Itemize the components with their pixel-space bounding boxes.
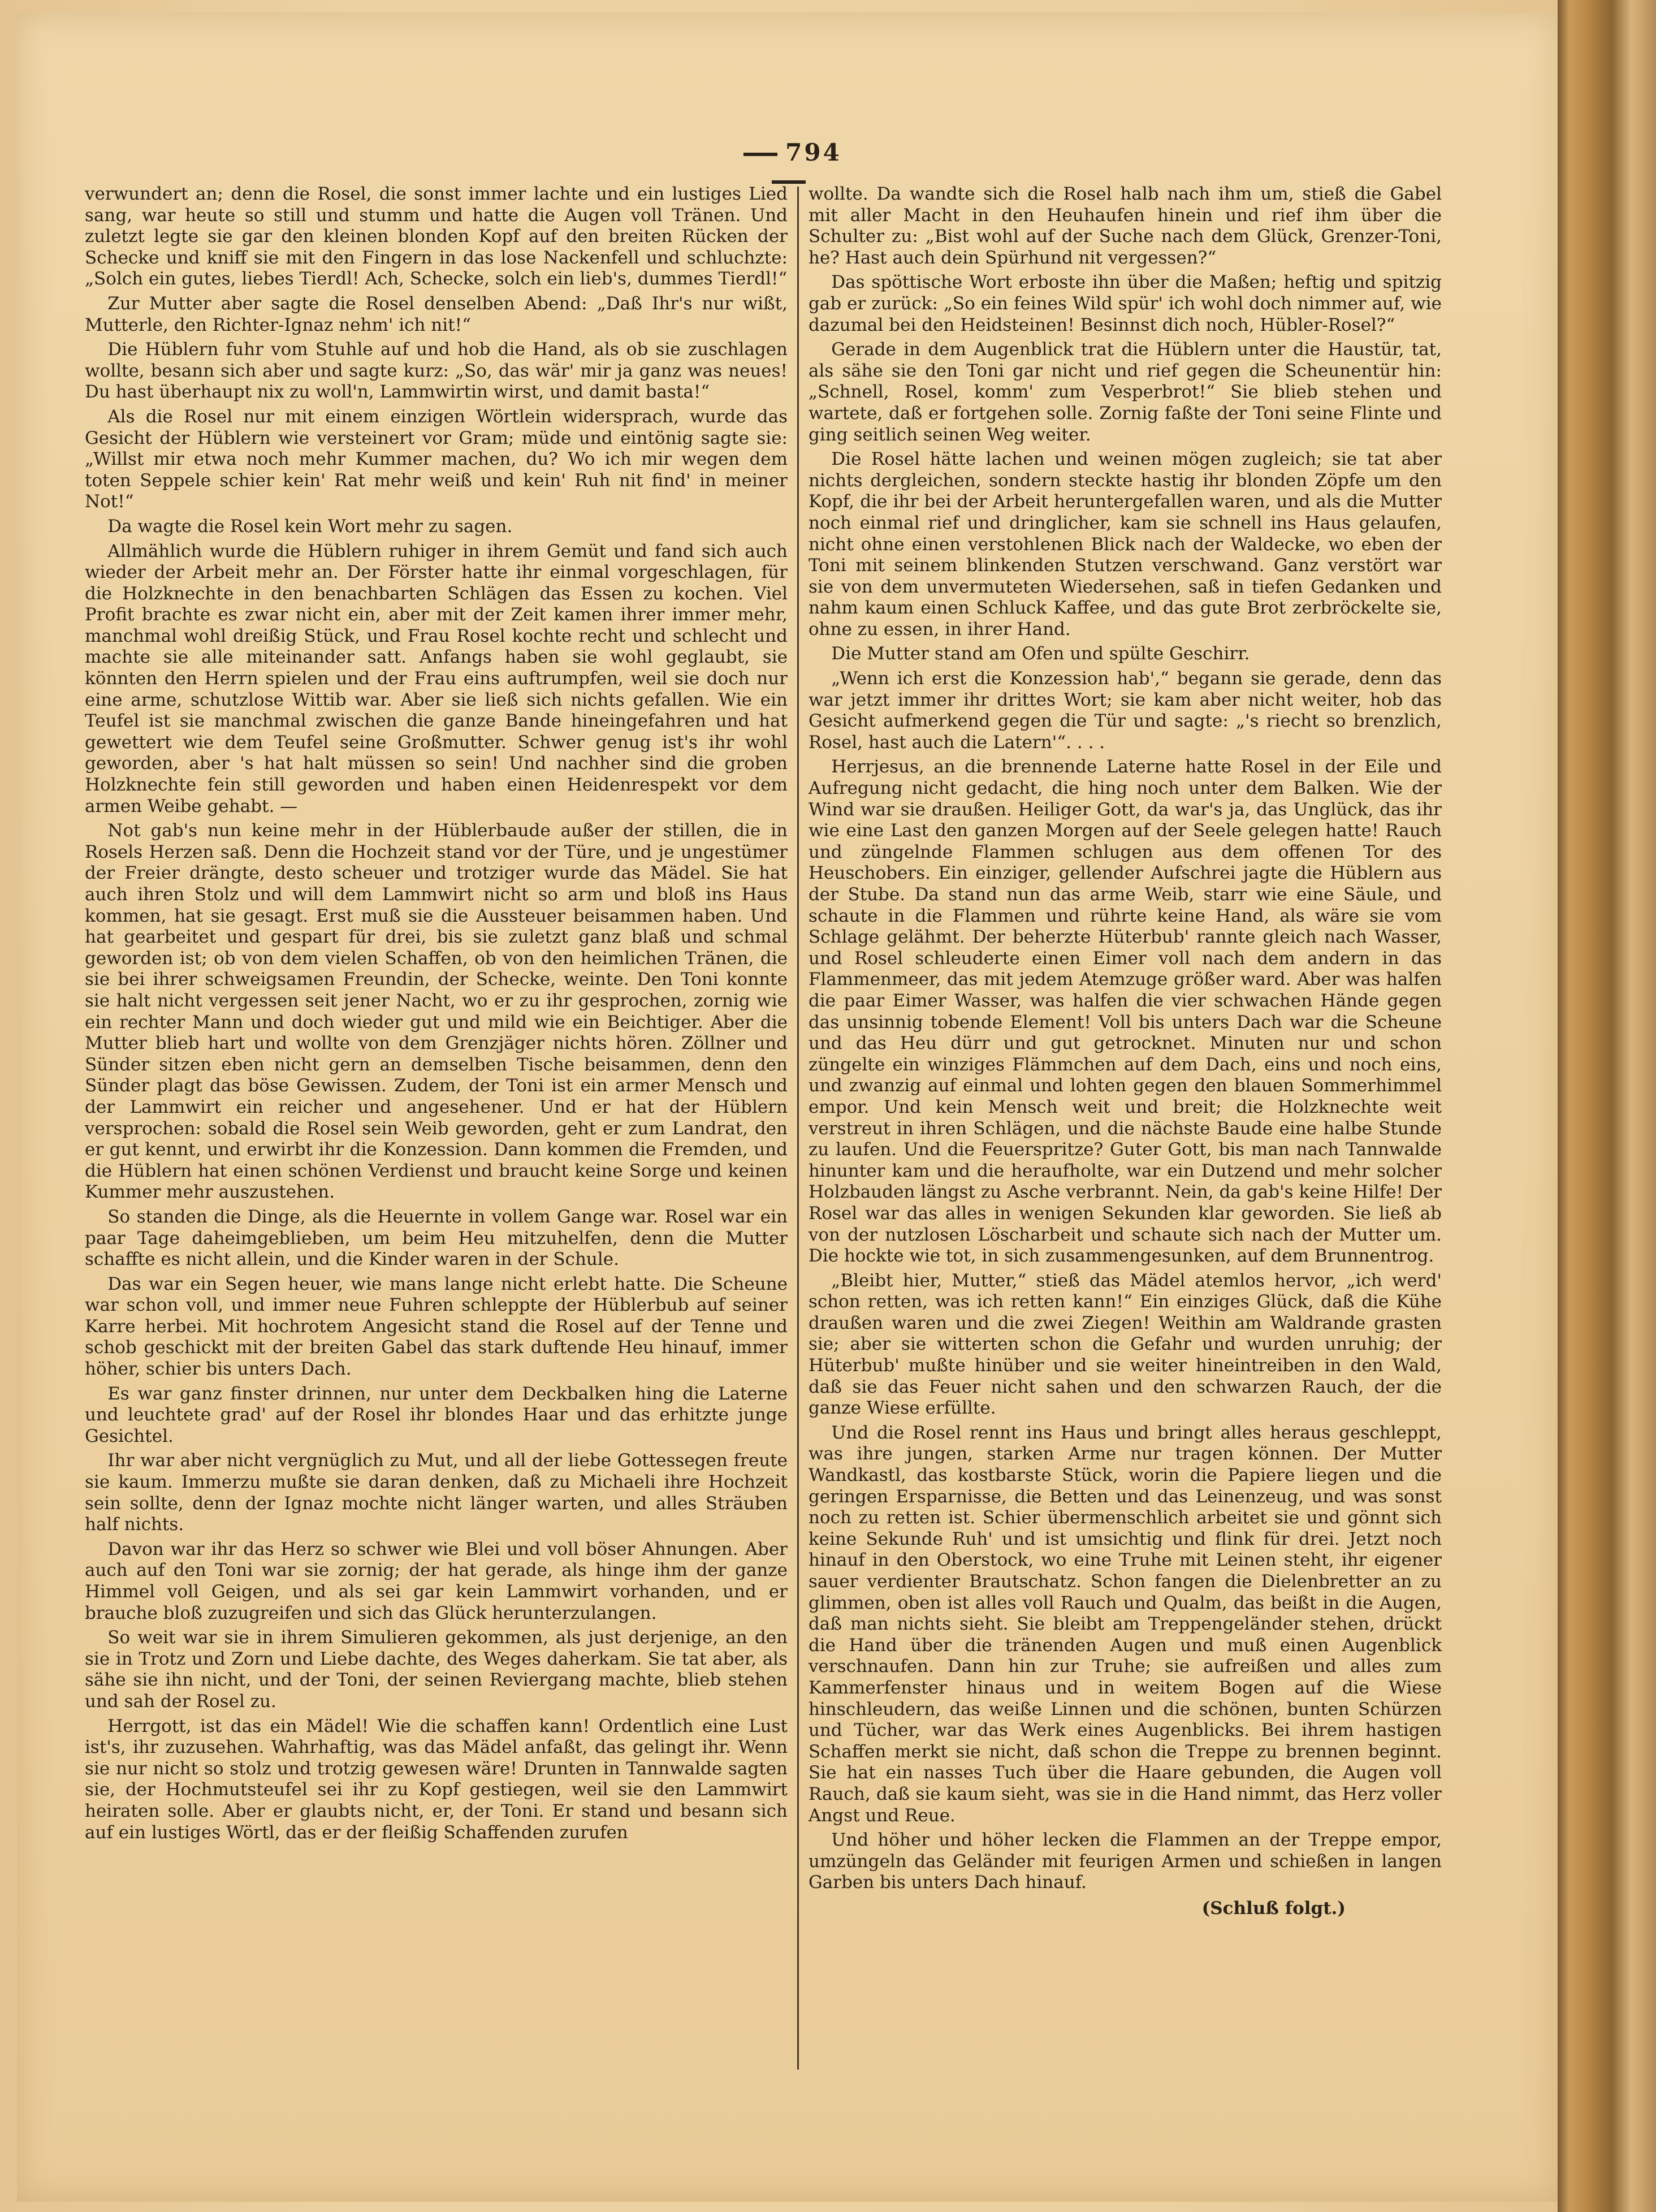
paragraph: „Wenn ich erst die Konzession hab',“ begann sie gerade, denn das war jetzt immer ihr drittes Wort; sie kam aber nicht weiter, hob das Gesicht aufmerkend gegen die Tür und sagte: „'s riecht so brenzlich, Rosel, hast auch die Latern'“. . . . — [808, 668, 1442, 753]
book-binding-edge — [1558, 0, 1656, 2212]
paragraph: Ihr war aber nicht vergnüglich zu Mut, und all der liebe Gottessegen freute sie kaum. Immerzu mußte sie daran denken, daß zu Michaeli ihre Hochzeit sein sollte, denn der Ignaz mochte nicht länger warten, und alles Sträuben half nichts. — [85, 1450, 788, 1535]
paragraph: Als die Rosel nur mit einem einzigen Wörtlein widersprach, wurde das Gesicht der Hüblern wie versteinert vor Gram; müde und eintönig sagte sie: „Willst mir etwa noch mehr Kummer machen, du? Wo ich mir wegen dem toten Seppele schier kein' Rat mehr weiß und kein' Ruh nit find' in meiner Not!“ — [85, 406, 788, 512]
left-column — [85, 184, 788, 1847]
paragraph: Da wagte die Rosel kein Wort mehr zu sagen. — [107, 516, 513, 537]
paragraph: Herrgott, ist das ein Mädel! Wie die schaffen kann! Ordentlich eine Lust ist's, ihr zuzusehen. Wahrhaftig, was das Mädel anfaßt, das gelingt ihr. Wenn sie nur nicht so stolz und trotzig gewesen wäre! Drunten in Tannwalde sagten sie, der Hochmutsteufel sei ihr zu Kopf gestiegen, weil sie den Lammwirt heiraten solle. Aber er glaubts nicht, er, der Toni. Er stand und besann sich auf ein lustiges Wörtl, das er der fleißig Schaffenden zurufen — [85, 1716, 788, 1843]
paragraph: Und höher und höher lecken die Flammen an der Treppe empor, umzüngeln das Geländer mit feurigen Armen und schießen in langen Garben bis unters Dach hinauf. — [808, 1830, 1442, 1893]
paragraph: „Bleibt hier, Mutter,“ stieß das Mädel atemlos hervor, „ich werd' schon retten, was ich retten kann!“ Ein einziges Glück, daß die Kühe draußen waren und die zwei Ziegen! Weithin am Waldrande grasten sie; aber sie witterten schon die Gefahr und wurden unruhig; der Hüterbub' mußte hinüber und sie weiter hineintreiben in den Wald, daß sie das Feuer nicht sahen und den schwarzen Rauch, der die ganze Wiese erfüllte. — [808, 1270, 1442, 1419]
paragraph: Das spöttische Wort erboste ihn über die Maßen; heftig und spitzig gab er zurück: „So ein feines Wild spür' ich wohl doch nimmer auf, wie dazumal bei den Heidsteinen! Besinnst dich noch, Hübler-Rosel?“ — [808, 272, 1442, 335]
paragraph: Davon war ihr das Herz so schwer wie Blei und voll böser Ahnungen. Aber auch auf den Toni war sie zornig; der hat gerade, als hinge ihm der ganze Himmel voll Geigen, und als sei gar kein Lammwirt vorhanden, und er brauche bloß zuzugreifen und sich das Glück herunterzulangen. — [85, 1539, 788, 1623]
paragraph: Und die Rosel rennt ins Haus und bringt alles heraus geschleppt, was ihre jungen, starken Arme nur tragen können. Der Mutter Wandkastl, das kostbarste Stück, worin die Papiere liegen und die geringen Ersparnisse, die Betten und das Leinenzeug, und was sonst noch zu retten ist. Schier übermenschlich arbeitet sie und gönnt sich keine Sekunde Ruh' und ist umsichtig und flink für drei. Jetzt noch hinauf in den Oberstock, wo eine Truhe mit Leinen steht, ihr eigener sauer verdienter Brautschatz. Schon fangen die Dielenbretter an zu glimmen, oben ist alles voll Rauch und Qualm, das beißt in die Augen, daß man nichts sieht. Sie bleibt am Treppengeländer stehen, drückt die Hand über die tränenden Augen und muß einen Augenblick verschnaufen. Dann hin zur Truhe; sie aufreißen und alles zum Kammerfenster hinaus und in weitem Bogen auf die Wiese hinschleudern, das weiße Linnen und die schönen, bunten Schürzen und Tücher, war das Werk eines Augenblicks. Bei ihrem hastigen Schaffen merkt sie nicht, daß schon die Treppe zu brennen beginnt. Sie hat ein nasses Tuch über die Haare gebunden, die Augen voll Rauch, daß sie kaum sieht, was sie in die Hand nimmt, das Herz voller Angst und Reue. — [808, 1422, 1442, 1826]
right-column — [808, 184, 1442, 1923]
page-number-text: 794 — [785, 139, 842, 166]
paragraph: So standen die Dinge, als die Heuernte in vollem Gange war. Rosel war ein paar Tage daheimgeblieben, um beim Heu mitzuhelfen, denn die Mutter schaffte es nicht allein, und die Kinder waren in der Schule. — [85, 1206, 788, 1270]
paragraph: Gerade in dem Augenblick trat die Hüblern unter die Haustür, tat, als sähe sie den Toni gar nicht und rief gegen die Scheunentür hin: „Schnell, Rosel, komm' zum Vesperbrot!“ Sie blieb stehen und wartete, daß er fortgehen solle. Zornig faßte der Toni seine Flinte und ging seitlich seinen Weg weiter. — [808, 339, 1442, 445]
paragraph: So weit war sie in ihrem Simulieren gekommen, als just derjenige, an den sie in Trotz und Zorn und Liebe dachte, des Weges daherkam. Sie tat aber, als sähe sie ihn nicht, und der Toni, der seinen Reviergang machte, blieb stehen und sah der Rosel zu. — [85, 1627, 788, 1712]
paragraph: wollte. Da wandte sich die Rosel halb nach ihm um, stieß die Gabel mit aller Macht in den Heuhaufen hinein und rief ihm über die Schulter zu: „Bist wohl auf der Suche nach dem Glück, Grenzer-Toni, he? Hast auch dein Spürhund nit vergessen?“ — [808, 184, 1442, 268]
paragraph: Allmählich wurde die Hüblern ruhiger in ihrem Gemüt und fand sich auch wieder der Arbeit mehr an. Der Förster hatte ihr einmal vorgeschlagen, für die Holzknechte in den benachbarten Schlägen das Essen zu kochen. Viel Profit brachte es zwar nicht ein, aber mit der Zeit kamen ihrer immer mehr, manchmal wohl dreißig Stück, und Frau Rosel kochte recht und schlecht und machte sie alle miteinander satt. Anfangs haben sie wohl geglaubt, sie könnten den Herrn spielen und der Frau eins auftrumpfen, weil sie doch nur eine arme, schutzlose Wittib war. Aber sie ließ sich nichts gefallen. Wie ein Teufel ist sie manchmal zwischen die ganze Bande hineingefahren und hat gewettert wie dem Teufel seine Großmutter. Schwer genug ist's ihr wohl geworden, aber 's hat halt müssen so sein! Und nachher sind die groben Holzknechte fein still geworden und haben einen Heidenrespekt vor dem armen Weibe gehabt. — — [85, 541, 788, 816]
paragraph: Herrjesus, an die brennende Laterne hatte Rosel in der Eile und Aufregung nicht gedacht, die hing noch unter dem Balken. Wie der Wind war sie draußen. Heiliger Gott, da war's ja, das Unglück, das ihr wie eine Last den ganzen Morgen auf der Seele gelegen hatte! Rauch und züngelnde Flammen schlugen aus dem offenen Tor des Heuschobers. Ein einziger, gellender Aufschrei jagte die Hüblern aus der Stube. Da stand nun das arme Weib, starr wie eine Säule, und schaute in die Flammen und rührte keine Hand, als wäre sie vom Schlage gelähmt. Der beherzte Hüterbub' rannte gleich nach Wasser, und Rosel schleuderte einen Eimer voll nach dem andern in das Flammenmeer, das mit jedem Atemzuge größer ward. Aber was halfen die paar Eimer Wasser, was halfen die vier schwachen Hände gegen das unsinnig tobende Element! Voll bis unters Dach war die Scheune und das Heu dürr und gut getrocknet. Minuten nur und schon züngelte ein winziges Flämmchen auf dem Dach, eins und noch eins, und zwanzig auf einmal und lohten gegen den blauen Sommerhimmel empor. Und kein Mensch weit und breit; die Holzknechte weit verstreut in ihren Schlägen, und die nächste Baude eine halbe Stunde zu laufen. Und die Feuerspritze? Guter Gott, bis man nach Tannwalde hinunter kam und die heraufholte, war ein Dutzend und mehr solcher Holzbauden längst zu Asche verbrannt. Nein, da gab's keine Hilfe! Der Rosel war das alles in wenigen Sekunden klar geworden. Sie ließ ab von der nutzlosen Löscharbeit und schaute sich nach der Mutter um. Die hockte wie tot, in sich zusammengesunken, auf dem Brunnentrog. — [808, 757, 1442, 1267]
paragraph: Not gab's nun keine mehr in der Hüblerbaude außer der stillen, die in Rosels Herzen saß. Denn die Hochzeit stand vor der Türe, und je ungestümer der Freier drängte, desto scheuer und trotziger wurde das Mädel. Sie hat auch ihren Stolz und will dem Lammwirt nicht so arm und bloß ins Haus kommen, hat sie gesagt. Erst muß sie die Aussteuer beisammen haben. Und hat gearbeitet und gespart für drei, bis sie zuletzt ganz blaß und schmal geworden ist; ob von dem vielen Schaffen, ob von den heimlichen Tränen, die sie bei ihrer schweigsamen Freundin, der Schecke, weinte. Den Toni konnte sie halt nicht vergessen seit jener Nacht, wo er zu ihr gesprochen, zornig wie ein rechter Mann und doch wieder gut und mild wie ein Beichtiger. Aber die Mutter blieb hart und wollte von dem Grenzjäger nichts hören. Zöllner und Sünder sitzen eben nicht gern an demselben Tische beisammen, denn den Sünder plagt das böse Gewissen. Zudem, der Toni ist ein armer Mensch und der Lammwirt ein reicher und angesehener. Und er hat der Hüblern versprochen: sobald die Rosel sein Weib geworden, geht er zum Landrat, den er gut kennt, und erwirbt ihr die Konzession. Dann kommen die Fremden, und die Hüblern hat einen schönen Verdienst und braucht keine Sorge und keinen Kummer mehr auszustehen. — [85, 820, 788, 1203]
paragraph: Die Rosel hätte lachen und weinen mögen zugleich; sie tat aber nichts dergleichen, sondern steckte hastig ihr blonden Zöpfe um den Kopf, die ihr bei der Arbeit heruntergefallen waren, und als die Mutter noch einmal rief und dringlicher, kam sie schnell ins Haus gelaufen, nicht ohne einen verstohlenen Blick nach der Waldecke, wo eben der Toni mit seinem blinkenden Stutzen verschwand. Ganz verstört war sie von dem unvermuteten Wiedersehen, saß in tiefen Gedanken und nahm kaum einen Schluck Kaffee, und das gute Brot zerbröckelte sie, ohne zu essen, in ihrer Hand. — [808, 449, 1442, 640]
to-be-continued-note: (Schluß folgt.) — [1201, 1898, 1346, 1919]
paragraph: Die Hüblern fuhr vom Stuhle auf und hob die Hand, als ob sie zuschlagen wollte, besann sich aber und sagte kurz: „So, das wär' mir ja ganz was neues! Du hast überhaupt nix zu woll'n, Lammwirtin wirst, und damit basta!“ — [85, 339, 788, 403]
paragraph: Die Mutter stand am Ofen und spülte Geschirr. — [831, 643, 1250, 664]
paragraph: verwundert an; denn die Rosel, die sonst immer lachte und ein lustiges Lied sang, war heute so still und stumm und hatte die Augen voll Tränen. Und zuletzt legte sie gar den kleinen blonden Kopf auf den breiten Rücken der Schecke und kniff sie mit den Fingern in das lose Nackenfell und schluchzte: „Solch ein gutes, liebes Tierdl! Ach, Schecke, solch ein lieb's, dummes Tierdl!“ — [85, 184, 788, 290]
paragraph: Das war ein Segen heuer, wie mans lange nicht erlebt hatte. Die Scheune war schon voll, und immer neue Fuhren schleppte der Hüblerbub auf seiner Karre herbei. Mit hochrotem Angesicht stand die Rosel auf der Tenne und schob geschickt mit der breiten Gabel das stark duftende Heu hinauf, immer höher, schier bis unters Dach. — [85, 1273, 788, 1380]
paragraph: Zur Mutter aber sagte die Rosel denselben Abend: „Daß Ihr's nur wißt, Mutterle, den Richter-Ignaz nehm' ich nit!“ — [85, 293, 788, 335]
paragraph: Es war ganz finster drinnen, nur unter dem Deckbalken hing die Laterne und leuchtete grad' auf der Rosel ihr blondes Haar und das erhitzte junge Gesichtel. — [85, 1383, 788, 1446]
column-divider — [797, 187, 799, 2070]
folio-dash-left — [743, 153, 777, 156]
